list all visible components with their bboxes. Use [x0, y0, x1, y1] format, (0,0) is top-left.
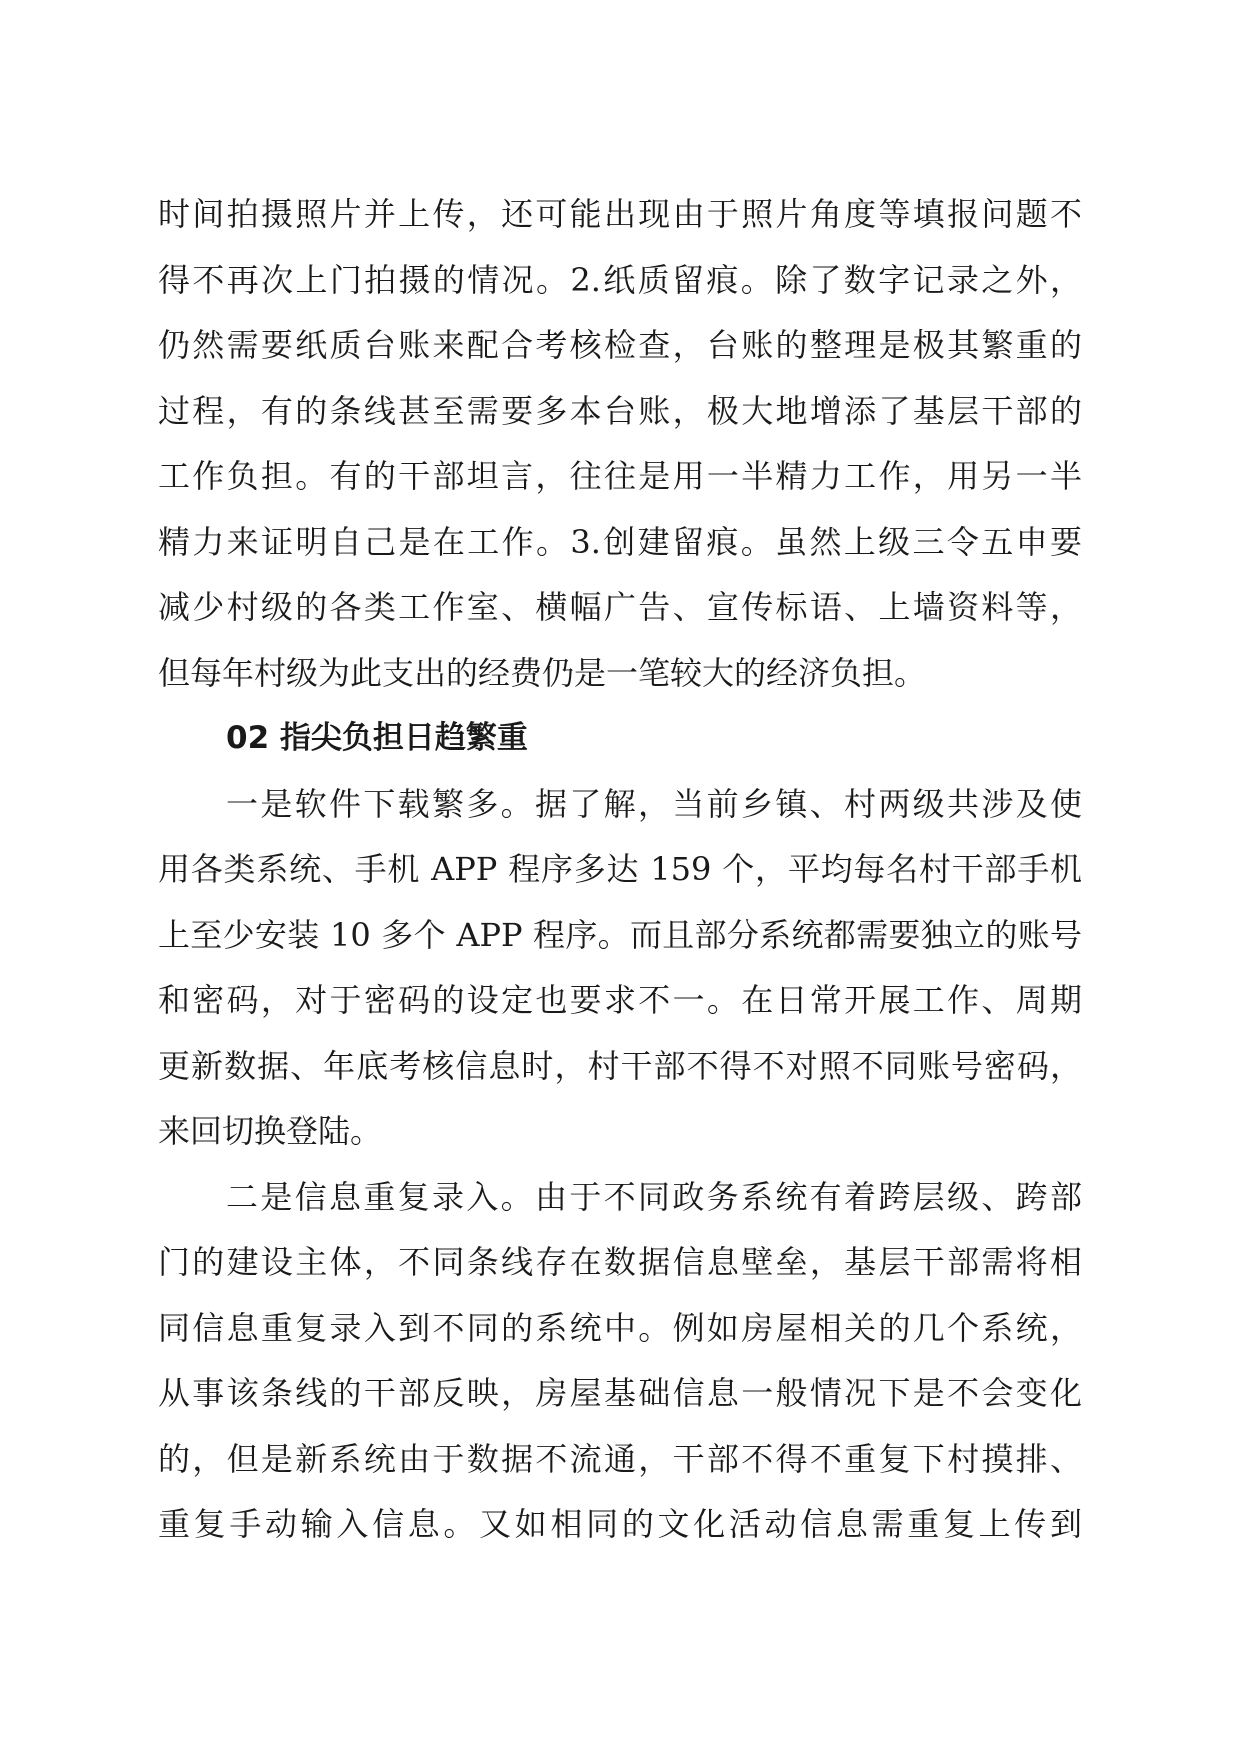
paragraph-line: 和密码，对于密码的设定也要求不一。在日常开展工作、周期	[158, 981, 1082, 1019]
paragraph-line: 的，但是新系统由于数据不流通，干部不得不重复下村摸排、	[158, 1439, 1082, 1478]
paragraph-line: 来回切换登陆。	[158, 1112, 383, 1150]
section-heading: 02 指尖负担日趋繁重	[226, 720, 528, 756]
body-text	[158, 182, 1082, 1558]
paragraph-line: 从事该条线的干部反映，房屋基础信息一般情况下是不会变化	[158, 1374, 1082, 1412]
paragraph-line: 精力来证明自己是在工作。3.创建留痕。虽然上级三令五申要	[158, 522, 1082, 561]
paragraph-line: 上至少安装 10 多个 APP 程序。而且部分系统都需要独立的账号	[158, 915, 1082, 954]
paragraph-line: 二是信息重复录入。由于不同政务系统有着跨层级、跨部	[226, 1177, 1082, 1216]
paragraph-line: 工作负担。有的干部坦言，往往是用一半精力工作，用另一半	[158, 457, 1082, 495]
paragraph-line: 时间拍摄照片并上传，还可能出现由于照片角度等填报问题不	[158, 195, 1082, 233]
paragraph-line: 同信息重复录入到不同的系统中。例如房屋相关的几个系统，	[158, 1308, 1082, 1347]
paragraph-line: 重复手动输入信息。又如相同的文化活动信息需重复上传到	[158, 1505, 1082, 1543]
paragraph-line: 用各类系统、手机 APP 程序多达 159 个，平均每名村干部手机	[158, 850, 1082, 888]
paragraph-line: 一是软件下载繁多。据了解，当前乡镇、村两级共涉及使	[226, 784, 1082, 823]
paragraph-line: 过程，有的条线甚至需要多本台账，极大地增添了基层干部的	[158, 391, 1082, 430]
paragraph-line: 更新数据、年底考核信息时，村干部不得不对照不同账号密码，	[158, 1046, 1082, 1085]
paragraph-line: 但每年村级为此支出的经费仍是一笔较大的经济负担。	[158, 653, 927, 692]
paragraph-line: 仍然需要纸质台账来配合考核检查，台账的整理是极其繁重的	[158, 326, 1082, 364]
paragraph-line: 门的建设主体，不同条线存在数据信息壁垒，基层干部需将相	[158, 1243, 1082, 1281]
paragraph-line: 得不再次上门拍摄的情况。2.纸质留痕。除了数字记录之外，	[158, 260, 1082, 299]
paragraph-line: 减少村级的各类工作室、横幅广告、宣传标语、上墙资料等，	[158, 588, 1082, 626]
